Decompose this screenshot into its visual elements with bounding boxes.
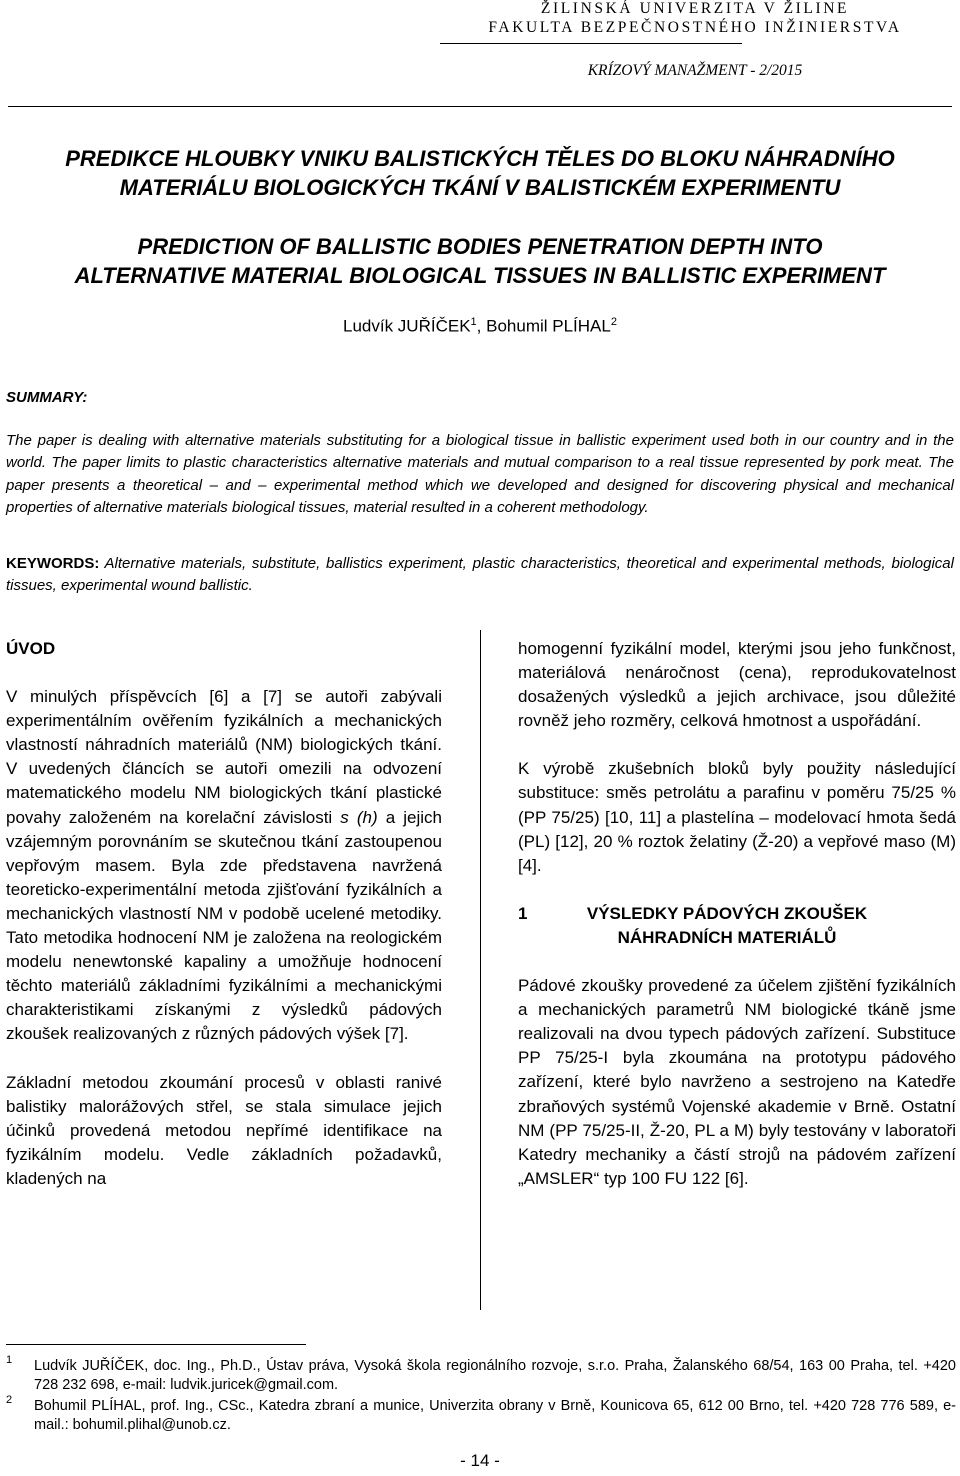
- right-column: [518, 637, 956, 1191]
- keywords-text: Alternative materials, substitute, ballistics experiment, plastic characteristics, theoretical and experimental methods, biological tissues, experimental wound ballistic.: [6, 555, 954, 595]
- left-column: [6, 637, 442, 1191]
- footnote-2: [6, 1394, 956, 1435]
- keywords: [6, 553, 954, 598]
- right-paragraph-3: Pádové zkoušky provedené za účelem zjištění fyzikálních a mechanických parametrů NM biologické tkáně jsme realizovali na dvou typech pádových zařízení. Substituce PP 75/25-I byla zkoumána na prototypu pádového zařízení, které bylo navrženo a sestrojeno na Katedře zbraňových systémů Vojenské akademie v Brně. Ostatní NM (PP 75/25-II, Ž-20, PL a M) byly testovány v laboratoři Katedry mechaniky a částí strojů na pádovém zařízení „AMSLER“ typ 100 FU 122 [6].: [518, 976, 956, 1188]
- footnote-divider: [6, 1344, 306, 1345]
- right-paragraph-1: homogenní fyzikální model, kterými jsou jeho funkčnost, materiálová nenáročnost (cena), reprodukovatelnost dosažených výsledků a jejich archivace, jsou důležité rovněž jeho rozměry, celková hmotnost a uspořádání.: [518, 639, 956, 731]
- title-english-line2: ALTERNATIVE MATERIAL BIOLOGICAL TISSUES IN BALLISTIC EXPERIMENT: [74, 263, 886, 288]
- journal-divider: [8, 106, 952, 107]
- uvod-paragraph-1-start: V minulých příspěvcích [6] a [7] se autoři zabývali experimentálním ověřením fyzikálních a mechanických vlastností náhradních materiálů (NM) biologických tkání. V uvedených článcích se autoři omezili na odvození matematického modelu NM biologických tkání plastické povahy založeném na korelační závislosti: [6, 687, 442, 827]
- header-divider: [440, 43, 742, 44]
- page-number: - 14 -: [460, 1451, 500, 1470]
- author-2: Bohumil PLÍHAL: [486, 316, 611, 336]
- faculty-name: FAKULTA BEZPEČNOSTNÉHO INŽINIERSTVA: [488, 19, 902, 36]
- right-paragraph-2: K výrobě zkušebních bloků byly použity následující substituce: směs petrolátu a parafinu v poměru 75/25 % (PP 75/25) [10, 11] a plastelína – modelovací hmota šedá (PL) [12], 20 % roztok želatiny (Ž-20) a vepřové maso (M) [4].: [518, 759, 956, 875]
- footnote-2-mark: 2: [6, 1394, 13, 1406]
- section-1-number: 1: [518, 903, 528, 923]
- column-divider: [480, 630, 481, 1310]
- summary-heading: SUMMARY:: [6, 389, 88, 406]
- uvod-paragraph-1-end: a jejich vzájemným porovnáním se skutečnou tkání zastoupenou vepřovým masem. Byla zde představena navržená teoreticko-experimentální metoda zjišťování fyzikálních a mechanických vlastností NM v podobě ucelené metodiky. Tato metodika hodnocení NM je založena na reologickém modelu nenewtonské kapaliny a umožňuje hodnocení těchto materiálů základními fyzikálními a mechanickými charakteristikami získanými z výsledků pádových zkoušek realizovaných z různých pádových výšek [7].: [6, 807, 443, 1044]
- title-czech-line2: MATERIÁLU BIOLOGICKÝCH TKÁNÍ V BALISTICKÉM EXPERIMENTU: [119, 175, 841, 200]
- title-english: [0, 232, 960, 290]
- uvod-paragraph-2: Základní metodou zkoumání procesů v oblasti ranivé balistiky malorážových střel, se stala simulace jejich účinků provedená metodou nepřímé identifikace na fyzikálním modelu. Vedle základních požadavků, kladených na: [6, 1072, 442, 1188]
- summary-text: The paper is dealing with alternative materials substituting for a biological tissue in ballistic experiment used both in our country and in the world. The paper limits to plastic characteristics alternative materials and mutual comparison to a real tissue represented by pork meat. The paper presents a theoretical – and – experimental method which we developed and designed for discovering physical and mechanical properties of alternative materials biological tissues, material resulted in a coherent methodology.: [6, 432, 954, 516]
- footnote-1-mark: 1: [6, 1354, 13, 1366]
- footnote-1-text: Ludvík JUŘÍČEK, doc. Ing., Ph.D., Ústav práva, Vysoká škola regionálního rozvoje, s.r.o. Praha, Žalanského 68/54, 163 00 Praha, tel. +420 728 232 698, e-mail: ludvik.juricek@gmail.com.: [34, 1358, 956, 1393]
- journal-issue: KRÍZOVÝ MANAŽMENT - 2/2015: [587, 62, 803, 79]
- footnote-1: [6, 1354, 956, 1395]
- keywords-label: KEYWORDS:: [6, 555, 100, 572]
- author-2-footnote-mark: 2: [610, 316, 617, 328]
- title-czech: [0, 144, 960, 202]
- title-english-line1: PREDICTION OF BALLISTIC BODIES PENETRATION DEPTH INTO: [137, 234, 823, 259]
- author-list: [0, 316, 960, 337]
- section-heading-1: [518, 902, 956, 950]
- formula-s-h: s (h): [340, 807, 378, 827]
- footnote-2-text: Bohumil PLÍHAL, prof. Ing., CSc., Katedra zbraní a munice, Univerzita obrany v Brně, Kounicova 65, 612 00 Brno, tel. +420 728 776 589, e-mail.: bohumil.plihal@unob.cz.: [34, 1398, 956, 1433]
- university-name: ŽILINSKÁ UNIVERZITA V ŽILINE: [540, 0, 850, 17]
- section-heading-uvod: ÚVOD: [6, 639, 56, 658]
- author-separator: ,: [476, 316, 487, 336]
- uvod-paragraph-1: [6, 685, 442, 1046]
- title-czech-line1: PREDIKCE HLOUBKY VNIKU BALISTICKÝCH TĚLES DO BLOKU NÁHRADNÍHO: [65, 146, 895, 171]
- author-1-footnote-mark: 1: [470, 316, 477, 328]
- section-1-title: VÝSLEDKY PÁDOVÝCH ZKOUŠEK NÁHRADNÍCH MATERIÁLŮ: [586, 903, 868, 947]
- author-1: Ludvík JUŘÍČEK: [343, 316, 471, 336]
